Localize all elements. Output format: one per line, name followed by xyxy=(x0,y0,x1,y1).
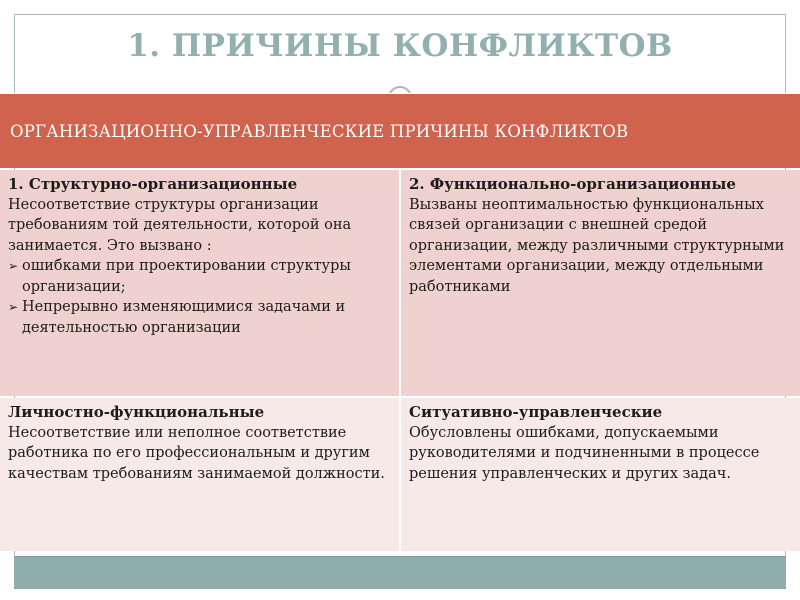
cell-situational xyxy=(401,398,800,551)
cell-title: Ситуативно-управленческие xyxy=(409,403,663,421)
list-item xyxy=(8,297,393,338)
list-item-text: Непрерывно изменяющимися задачами и деятельностью организации xyxy=(22,299,346,336)
list-item-text: ошибками при проектировании структуры организации; xyxy=(22,258,351,295)
arrowhead-bullet-icon: ➢ xyxy=(8,259,19,273)
cell-personal-functional xyxy=(0,398,399,551)
table-header xyxy=(0,93,800,168)
slide-title: 1. ПРИЧИНЫ КОНФЛИКТОВ xyxy=(127,28,673,64)
cell-text: Несоответствие или неполное соответствие работника по его профессиональным и другим качествам требованиям занимаемой должности. xyxy=(8,424,385,482)
cell-text: Обусловлены ошибками, допускаемыми руководителями и подчиненными в процессе решения управленческих и других задач. xyxy=(409,424,760,482)
cell-title: 2. Функционально-организационные xyxy=(409,175,736,193)
cell-title: Личностно-функциональные xyxy=(8,403,265,421)
cell-functional xyxy=(401,170,800,396)
cell-text: Несоответствие структуры организации требованиям той деятельности, которой она занимается. Это вызвано : xyxy=(8,196,352,254)
cell-title: 1. Структурно-организационные xyxy=(8,175,298,193)
slide-footer-bar xyxy=(14,556,786,589)
list-item xyxy=(8,256,393,297)
causes-table xyxy=(0,93,800,553)
table-header-text: ОРГАНИЗАЦИОННО-УПРАВЛЕНЧЕСКИЕ ПРИЧИНЫ КОНФЛИКТОВ xyxy=(10,122,629,141)
cell-text: Вызваны неоптимальностью функциональных связей организации с внешней средой организации, между различными структурными элементами организации, между отдельными работниками xyxy=(409,196,785,295)
cell-structural xyxy=(0,170,399,396)
arrowhead-bullet-icon: ➢ xyxy=(8,300,19,314)
